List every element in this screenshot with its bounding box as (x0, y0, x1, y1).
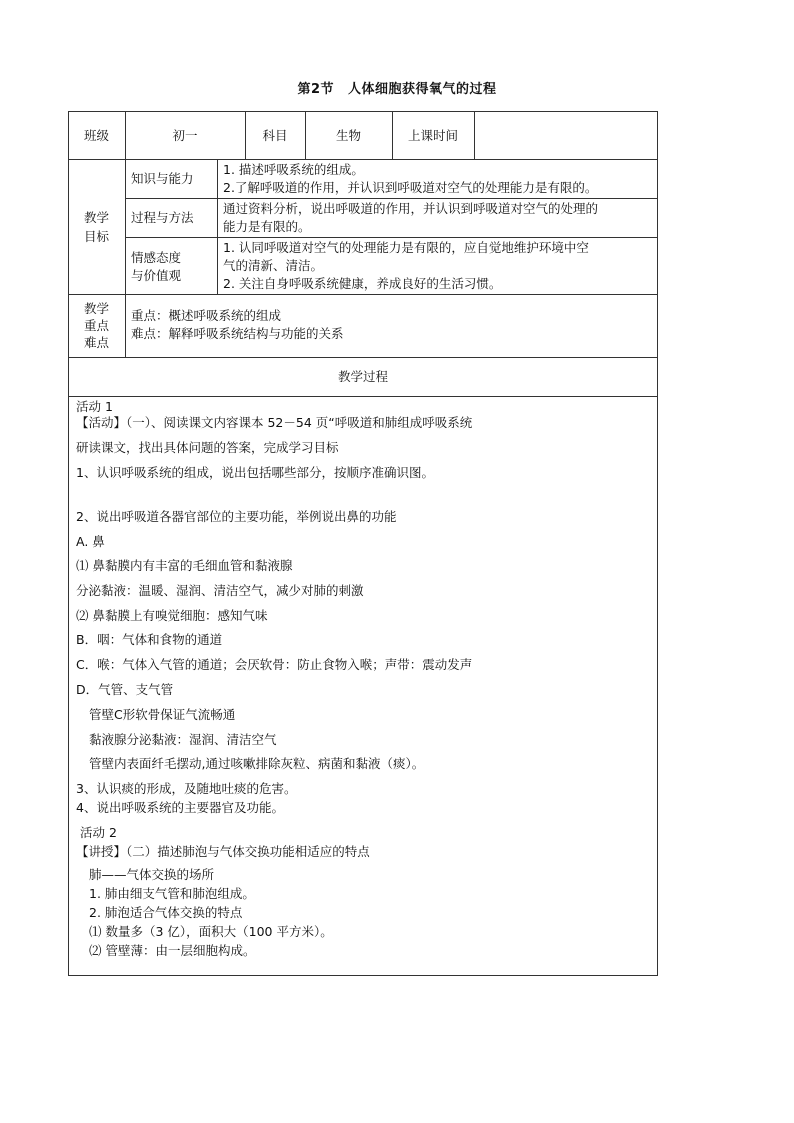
process-line-1: 通过资料分析，说出呼吸道的作用，并认识到呼吸道对空气的处理的 (223, 201, 599, 216)
process-text-line: 管壁内表面纤毛摆动,通过咳嗽排除灰粒、病菌和黏液（痰）。 (89, 756, 425, 771)
process-text-line: 1. 肺由细支气管和肺泡组成。 (89, 886, 255, 901)
emotion-label-line1: 情感态度 (131, 250, 182, 265)
key-points-label-line2: 重点 (83, 318, 109, 333)
objectives-label-line1: 教学 (83, 209, 109, 225)
difficult-point: 难点：解释呼吸系统结构与功能的关系 (131, 326, 344, 341)
process-text-line: ⑵ 管壁薄：由一层细胞构成。 (89, 943, 256, 958)
emotion-label-line2: 与价值观 (131, 268, 182, 283)
section-number: 第2节 (297, 82, 335, 97)
process-text-line: ⑴ 鼻黏膜内有丰富的毛细血管和黏液腺 (76, 558, 293, 573)
section-title: 人体细胞获得氧气的过程 (348, 82, 497, 97)
emotion-line-3: 2. 关注自身呼吸系统健康，养成良好的生活习惯。 (223, 276, 502, 291)
process-text-line: 【活动】（一）、阅读课文内容课本 52－54 页“呼吸道和肺组成呼吸系统 (76, 415, 473, 430)
teaching-process-header: 教学过程 (337, 369, 388, 384)
page-title (0, 78, 794, 97)
process-line-2: 能力是有限的。 (223, 219, 311, 234)
emotion-line-1: 1. 认同呼吸道对空气的处理能力是有限的，应自觉地维护环境中空 (223, 240, 589, 255)
knowledge-label: 知识与能力 (131, 171, 194, 186)
process-text-line: 4、说出呼吸系统的主要器官及功能。 (76, 800, 284, 815)
process-text-line: 肺——气体交换的场所 (89, 867, 215, 882)
process-text-line: A. 鼻 (76, 534, 105, 549)
process-text-line: 2. 肺泡适合气体交换的特点 (89, 905, 243, 920)
key-points-label-line1: 教学 (83, 301, 109, 316)
process-text-line: B．咽：气体和食物的通道 (76, 632, 223, 647)
process-text-line: 2、说出呼吸道各器官部位的主要功能，举例说出鼻的功能 (76, 509, 397, 524)
process-text-line: 管壁C形软骨保证气流畅通 (89, 707, 236, 722)
process-text-line: 1、认识呼吸系统的组成，说出包括哪些部分，按顺序准确识图。 (76, 465, 434, 480)
process-label: 过程与方法 (131, 210, 194, 225)
process-text-line: 研读课文，找出具体问题的答案，完成学习目标 (76, 440, 339, 455)
process-text-line: ⑴ 数量多（3 亿），面积大（100 平方米）。 (89, 924, 333, 939)
process-text-line: 【讲授】（二）描述肺泡与气体交换功能相适应的特点 (76, 844, 370, 859)
process-text-line: 3、认识痰的形成，及随地吐痰的危害。 (76, 781, 297, 796)
knowledge-line-1: 1. 描述呼吸系统的组成。 (223, 162, 364, 177)
emotion-line-2: 气的清新、清洁。 (223, 258, 324, 273)
process-text-line: 活动 1 (76, 399, 113, 414)
key-point: 重点：概述呼吸系统的组成 (131, 308, 282, 323)
key-points-label-line3: 难点 (83, 335, 109, 350)
objectives-label (68, 159, 125, 294)
process-text-line: D．气管、支气管 (76, 682, 174, 697)
subject-value: 生物 (335, 127, 361, 143)
objectives-label-line2: 目标 (83, 228, 109, 244)
emotion-label (131, 240, 217, 294)
knowledge-line-2: 2.了解呼吸道的作用，并认识到呼吸道对空气的处理能力是有限的。 (223, 180, 598, 195)
process-text-line: C．喉：气体入气管的通道；会厌软骨：防止食物入喉；声带：震动发声 (76, 657, 473, 672)
class-value: 初一 (172, 127, 198, 143)
time-label: 上课时间 (407, 127, 458, 143)
process-text-line: ⑵ 鼻黏膜上有嗅觉细胞：感知气味 (76, 608, 268, 623)
key-points-label (68, 294, 125, 357)
process-text-line: 活动 2 (80, 825, 117, 840)
time-value (474, 111, 657, 159)
process-text-line: 黏液腺分泌黏液：湿润、清洁空气 (89, 732, 277, 747)
process-text-line: 分泌黏液：温暖、湿润、清洁空气，减少对肺的刺激 (76, 583, 364, 598)
class-label: 班级 (83, 127, 109, 143)
subject-label: 科目 (262, 127, 288, 143)
